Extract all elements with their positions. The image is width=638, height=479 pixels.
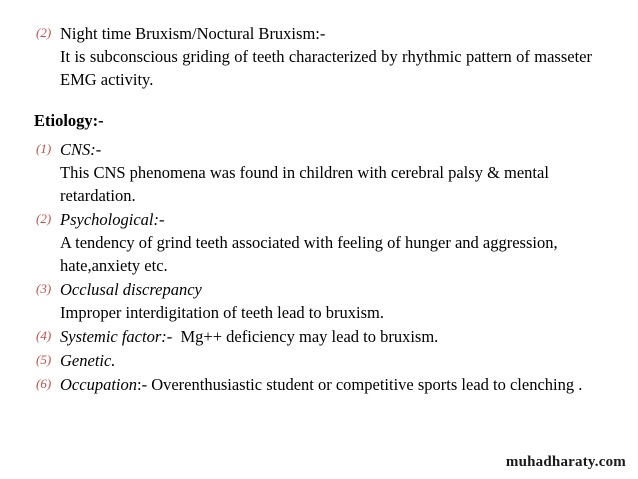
list-item-3 bbox=[34, 278, 596, 301]
section-heading: Etiology:- bbox=[34, 111, 104, 130]
list-item-6-description: :- Overenthusiastic student or competitive sports lead to clenching . bbox=[136, 375, 583, 394]
list-item-title: Occupation bbox=[60, 375, 137, 394]
list-marker: (2) bbox=[36, 25, 52, 40]
list-item-4-content bbox=[60, 325, 596, 348]
list-item-2 bbox=[34, 208, 596, 231]
list-item-title: Genetic. bbox=[60, 351, 116, 370]
list-item-4-description: Mg++ deficiency may lead to bruxism. bbox=[180, 327, 439, 346]
list-item-title: CNS:- bbox=[60, 140, 102, 159]
top-item-description: It is subconscious griding of teeth characterized by rhythmic pattern of masseter EMG activity. bbox=[60, 47, 592, 89]
list-item-title: Systemic factor:- bbox=[60, 327, 173, 346]
list-item-title: Psychological:- bbox=[60, 210, 165, 229]
list-item-title: Occlusal discrepancy bbox=[60, 280, 202, 299]
list-item-4 bbox=[34, 325, 596, 348]
list-item-1-description: This CNS phenomena was found in children with cerebral palsy & mental retardation. bbox=[60, 163, 549, 205]
list-item-2-description: A tendency of grind teeth associated with feeling of hunger and aggression, hate,anxiety etc. bbox=[60, 233, 558, 275]
list-item-1 bbox=[34, 138, 596, 161]
top-list-item bbox=[34, 22, 596, 45]
list-marker: (6) bbox=[36, 376, 52, 391]
list-marker: (4) bbox=[36, 328, 52, 343]
list-marker: (1) bbox=[36, 141, 52, 156]
list-marker: (3) bbox=[36, 281, 52, 296]
list-item-6-content bbox=[60, 373, 596, 396]
list-item-6 bbox=[34, 373, 596, 396]
list-marker: (2) bbox=[36, 211, 52, 226]
list-marker: (5) bbox=[36, 352, 52, 367]
watermark: muhadharaty.com bbox=[505, 454, 626, 470]
list-item-title: Night time Bruxism/Noctural Bruxism:- bbox=[60, 24, 326, 43]
list-item-3-description: Improper interdigitation of teeth lead to bruxism. bbox=[60, 303, 384, 322]
list-item-5 bbox=[34, 349, 596, 372]
